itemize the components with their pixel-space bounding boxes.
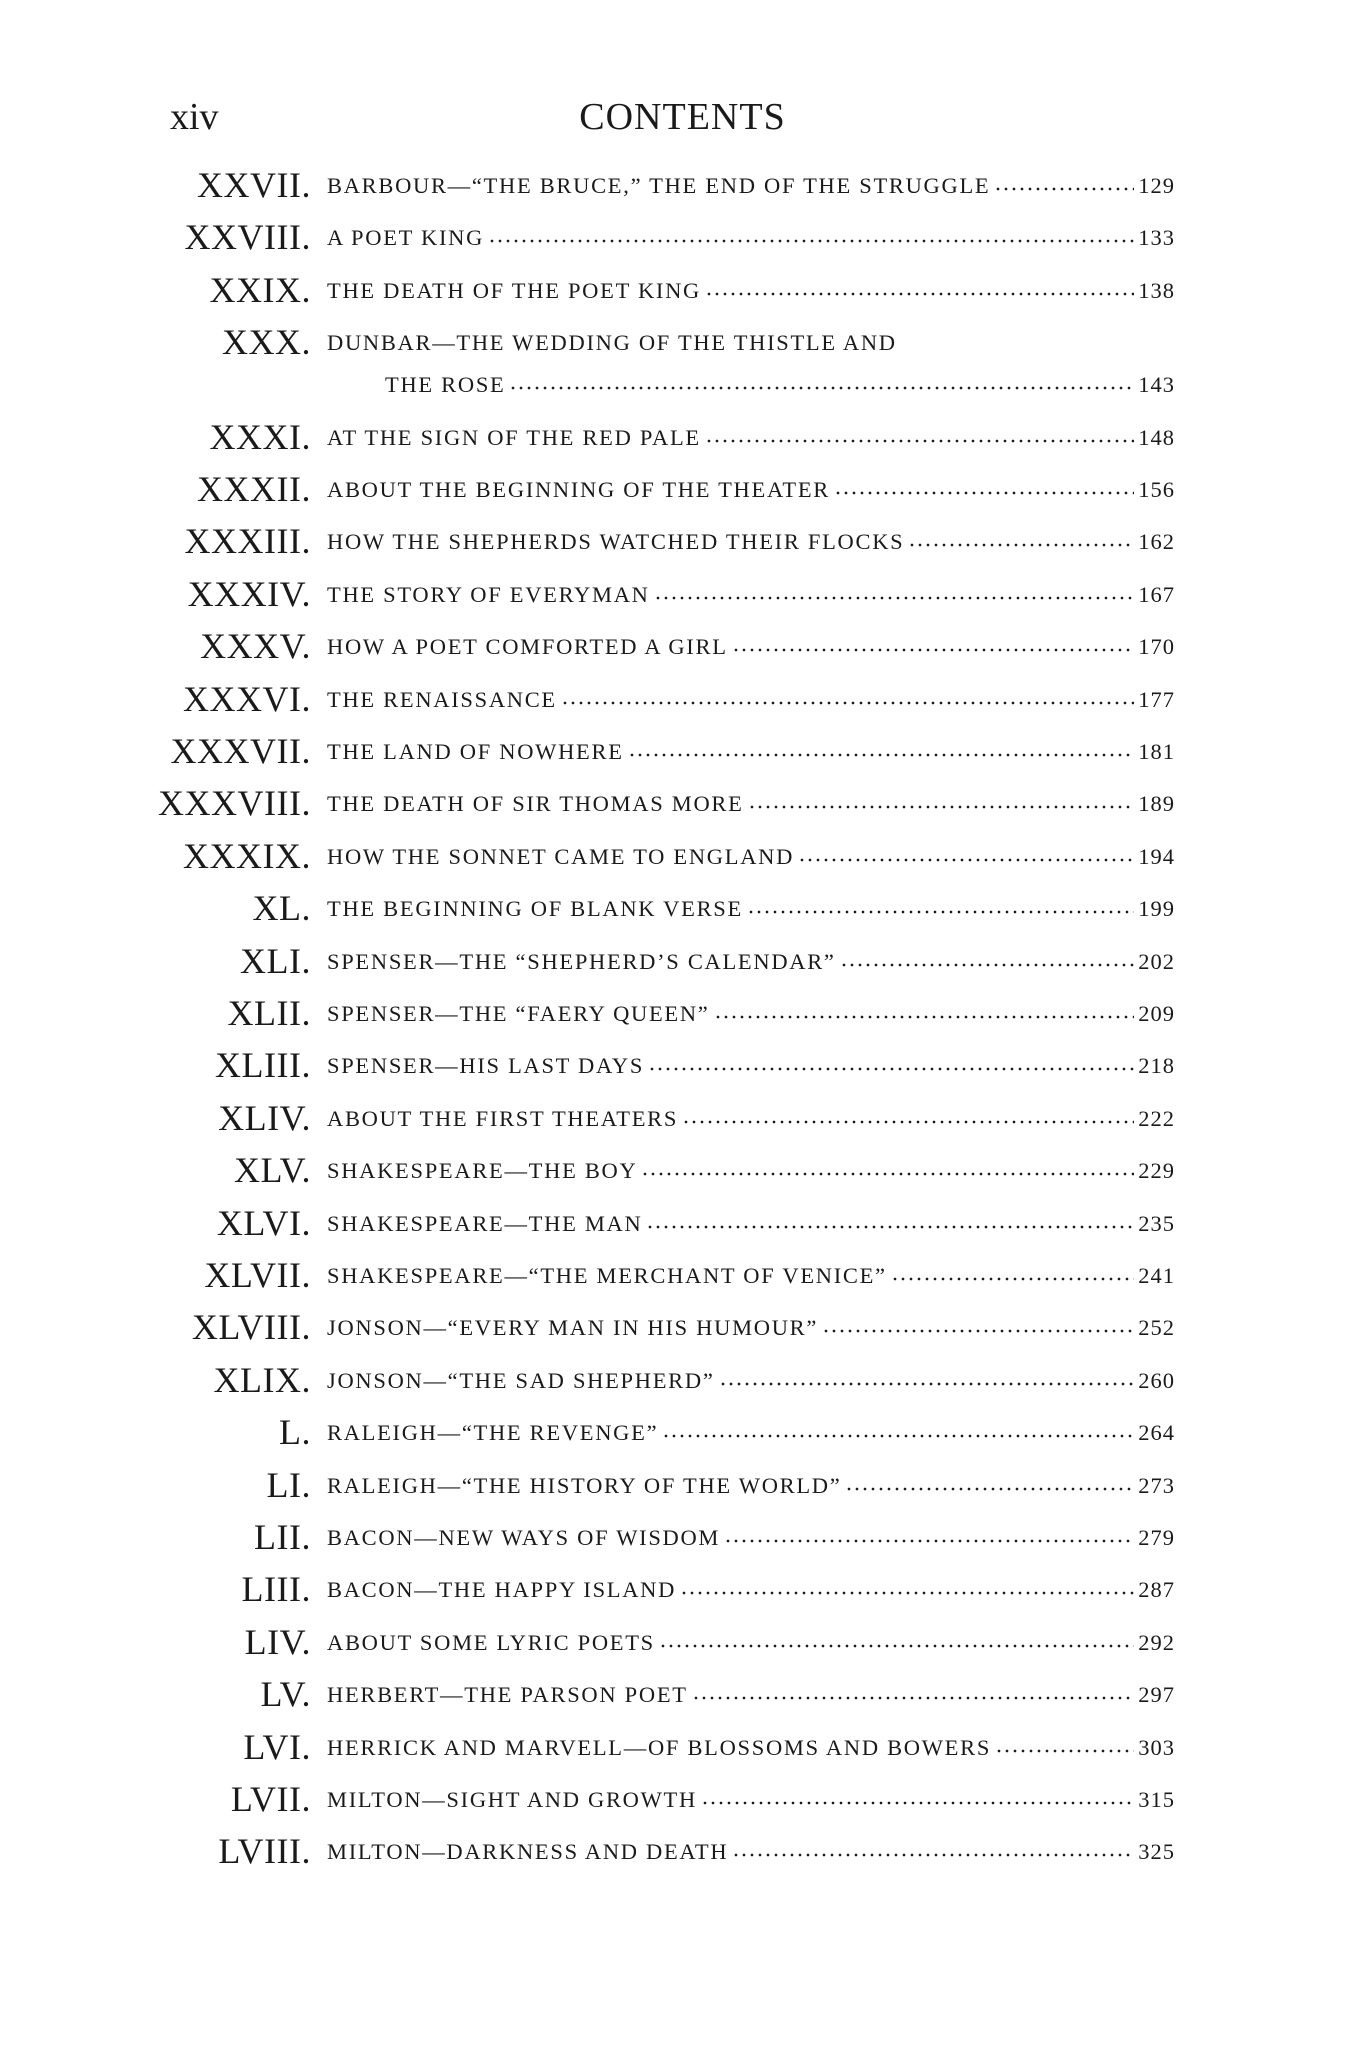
entry-line [327,171,1175,201]
dot-leader [646,1225,1134,1229]
dot-leader [714,1015,1135,1019]
toc-entry [0,1831,1365,1871]
dot-leader [908,543,1134,547]
page-number: 241 [1138,1263,1175,1288]
dot-leader [561,701,1134,705]
toc-entry [0,1098,1365,1138]
page-number: 202 [1138,948,1175,974]
toc-entry [0,417,1365,457]
toc-entry [0,1517,1365,1557]
toc-entry [0,626,1365,666]
page-number: 129 [1138,173,1175,198]
toc-entry [0,469,1365,509]
chapter-number: XLVII. [204,1255,311,1295]
entry-line [327,276,1175,306]
chapter-title: HERBERT—THE PARSON POET [327,1682,688,1708]
entry-line [327,632,1175,662]
chapter-title: AT THE SIGN OF THE RED PALE [327,424,701,450]
chapter-number: XXXVI. [183,678,311,719]
toc-entry [0,574,1365,614]
toc-entry [0,1727,1365,1767]
chapter-number: XL. [252,888,311,929]
chapter-title: SHAKESPEARE—THE BOY [327,1158,638,1184]
chapter-number: LIV. [244,1621,311,1662]
toc-entry [0,1412,1365,1452]
chapter-title: THE RENAISSANCE [327,686,557,712]
page-number: 156 [1138,477,1175,502]
toc-entry [0,993,1365,1033]
toc-entry [0,1465,1365,1505]
toc-entry [0,1674,1365,1714]
dot-leader [732,1853,1134,1857]
page-number: 252 [1138,1315,1175,1341]
page-number: 177 [1138,686,1175,712]
entry-line [327,1733,1175,1763]
entry-line [327,894,1175,924]
chapter-title: A POET KING [327,225,485,251]
toc-entry [0,1779,1365,1819]
entry-line [327,475,1175,505]
dot-leader [891,1277,1135,1281]
entry-line [327,1680,1175,1710]
chapter-number: LVIII. [218,1831,311,1872]
chapter-number: LII. [254,1517,311,1557]
dot-leader [798,858,1134,862]
page-number: 264 [1138,1420,1175,1446]
entry-line [327,1051,1175,1081]
chapter-number: XXX. [222,322,311,363]
page-number: 229 [1138,1158,1175,1184]
entry-line [327,1418,1175,1448]
chapter-title: THE LAND OF NOWHERE [327,739,624,764]
dot-leader [654,596,1135,600]
entry-line [327,1628,1175,1658]
page-number: 162 [1138,529,1175,555]
chapter-title: HERRICK AND MARVELL—OF BLOSSOMS AND BOWERS [327,1734,992,1760]
dot-leader [692,1696,1135,1700]
dot-leader [732,648,1135,652]
dot-leader [719,1382,1135,1386]
toc-entry [0,888,1365,928]
chapter-title: SHAKESPEARE—“THE MERCHANT OF VENICE” [327,1263,887,1288]
chapter-title: ABOUT SOME LYRIC POETS [327,1629,655,1655]
page-number: 287 [1138,1577,1175,1603]
chapter-number: XLVI. [216,1202,311,1243]
entry-line [327,328,1175,358]
chapter-number: LI. [266,1464,311,1505]
page-number: 143 [1138,372,1175,398]
entry-continuation-line [385,370,1175,400]
entry-line [327,1366,1175,1396]
page-number: 181 [1138,739,1175,764]
toc-entry [0,679,1365,719]
dot-leader [659,1644,1134,1648]
page-number: 189 [1138,791,1175,817]
chapter-number: XXVII. [197,165,311,205]
entry-line [327,1261,1175,1291]
page-number: 209 [1138,1001,1175,1026]
chapter-number: L. [279,1412,311,1453]
toc-entry [0,165,1365,205]
chapter-title: BACON—THE HAPPY ISLAND [327,1577,677,1603]
dot-leader [834,491,1134,495]
page-number: 222 [1138,1105,1175,1131]
chapter-title: ABOUT THE BEGINNING OF THE THEATER [327,477,830,502]
entry-line [327,1209,1175,1239]
page-number: 315 [1138,1787,1175,1812]
entry-line [327,1785,1175,1815]
entry-line [327,527,1175,557]
chapter-number: XXIX. [209,269,311,310]
page-number: 303 [1138,1734,1175,1760]
running-head: CONTENTS [579,96,786,138]
chapter-title: RALEIGH—“THE REVENGE” [327,1420,659,1446]
dot-leader [509,386,1134,390]
entry-line [327,685,1175,715]
chapter-title: THE STORY OF EVERYMAN [327,581,650,607]
page-number: 235 [1138,1210,1175,1236]
chapter-number: XXXV. [200,626,311,667]
toc-entry [0,1307,1365,1347]
toc-entry [0,1569,1365,1609]
dot-leader [747,910,1134,914]
chapter-title: THE BEGINNING OF BLANK VERSE [327,896,743,922]
chapter-title: DUNBAR—THE WEDDING OF THE THISTLE AND [327,330,897,356]
toc-entry [0,941,1365,981]
toc-entry [0,836,1365,876]
toc-entry [0,731,1365,771]
page-number: 218 [1138,1053,1175,1079]
chapter-number: XLIV. [218,1097,311,1138]
page-number: 260 [1138,1367,1175,1393]
toc-entry [0,1360,1365,1400]
entry-line [327,223,1175,253]
chapter-number: XLVIII. [191,1307,311,1348]
page-number: 273 [1138,1472,1175,1498]
chapter-number: XXXI. [209,416,311,457]
page-number: 148 [1138,424,1175,450]
toc-entry [0,1255,1365,1295]
chapter-title: RALEIGH—“THE HISTORY OF THE WORLD” [327,1472,842,1498]
chapter-title: HOW THE SHEPHERDS WATCHED THEIR FLOCKS [327,529,905,555]
entry-line [327,580,1175,610]
chapter-number: LIII. [241,1569,311,1610]
chapter-title: MILTON—SIGHT AND GROWTH [327,1787,697,1812]
chapter-title: BARBOUR—“THE BRUCE,” THE END OF THE STRUGGLE [327,173,991,198]
toc-entry [0,322,1365,398]
dot-leader [648,1067,1134,1071]
chapter-title: MILTON—DARKNESS AND DEATH [327,1839,729,1865]
dot-leader [840,963,1135,967]
toc-entry [0,1045,1365,1085]
dot-leader [822,1329,1134,1333]
page-number: 194 [1138,843,1175,869]
chapter-number: XXXII. [197,469,311,509]
dot-leader [724,1539,1134,1543]
chapter-number: XXXIX. [183,835,311,876]
chapter-title: THE DEATH OF THE POET KING [327,277,701,303]
toc-entry [0,521,1365,561]
dot-leader [662,1434,1134,1438]
dot-leader [680,1591,1134,1595]
chapter-number: LVI. [243,1726,311,1767]
chapter-number: XLII. [227,993,311,1033]
dot-leader [705,292,1134,296]
chapter-number: XLIX. [213,1359,311,1400]
chapter-number: LVII. [230,1779,311,1819]
chapter-title-continuation: THE ROSE [385,372,506,398]
toc-entry [0,1203,1365,1243]
chapter-title: ABOUT THE FIRST THEATERS [327,1105,679,1131]
chapter-title: BACON—NEW WAYS OF WISDOM [327,1525,721,1550]
dot-leader [748,805,1135,809]
chapter-number: XXXVIII. [158,783,311,824]
chapter-number: XLIII. [215,1045,311,1086]
chapter-number: XXXIII. [184,521,311,562]
entry-line [327,789,1175,819]
toc-entry [0,217,1365,257]
entry-line [327,737,1175,767]
page-number: 199 [1138,896,1175,922]
entry-line [327,947,1175,977]
chapter-title: HOW THE SONNET CAME TO ENGLAND [327,843,795,869]
dot-leader [701,1801,1134,1805]
entry-line [327,1471,1175,1501]
page-number: 279 [1138,1525,1175,1550]
entry-line [327,842,1175,872]
dot-leader [705,439,1134,443]
entry-line [327,1575,1175,1605]
chapter-title: THE DEATH OF SIR THOMAS MORE [327,791,744,817]
chapter-number: XLV. [233,1150,311,1191]
page-number: 138 [1138,277,1175,303]
chapter-number: XLI. [240,940,311,981]
page-folio: xiv [170,96,219,138]
page-number: 170 [1138,634,1175,660]
chapter-number: LV. [260,1674,311,1715]
toc-entry [0,1150,1365,1190]
entry-line [327,1313,1175,1343]
dot-leader [995,1749,1134,1753]
page-number: 133 [1138,225,1175,251]
dot-leader [845,1487,1134,1491]
toc-entry [0,1622,1365,1662]
dot-leader [488,239,1134,243]
entry-line [327,1523,1175,1553]
chapter-title: SHAKESPEARE—THE MAN [327,1210,643,1236]
entry-line [327,1156,1175,1186]
toc-entry [0,270,1365,310]
chapter-title: JONSON—“EVERY MAN IN HIS HUMOUR” [327,1315,819,1341]
page-number: 297 [1138,1682,1175,1708]
toc-entry [0,783,1365,823]
chapter-title: JONSON—“THE SAD SHEPHERD” [327,1367,715,1393]
entry-line [327,423,1175,453]
chapter-number: XXXVII. [170,731,311,771]
chapter-number: XXVIII. [184,217,311,258]
page-number: 167 [1138,581,1175,607]
chapter-title: HOW A POET COMFORTED A GIRL [327,634,728,660]
dot-leader [641,1172,1134,1176]
entry-line [327,999,1175,1029]
chapter-title: SPENSER—THE “FAERY QUEEN” [327,1001,710,1026]
page-number: 325 [1138,1839,1175,1865]
dot-leader [682,1120,1134,1124]
entry-line [327,1837,1175,1867]
page-number: 292 [1138,1629,1175,1655]
entry-line [327,1104,1175,1134]
chapter-title: SPENSER—HIS LAST DAYS [327,1053,645,1079]
dot-leader [628,753,1135,757]
chapter-number: XXXIV. [187,573,311,614]
chapter-title: SPENSER—THE “SHEPHERD’S CALENDAR” [327,948,836,974]
dot-leader [994,187,1134,191]
